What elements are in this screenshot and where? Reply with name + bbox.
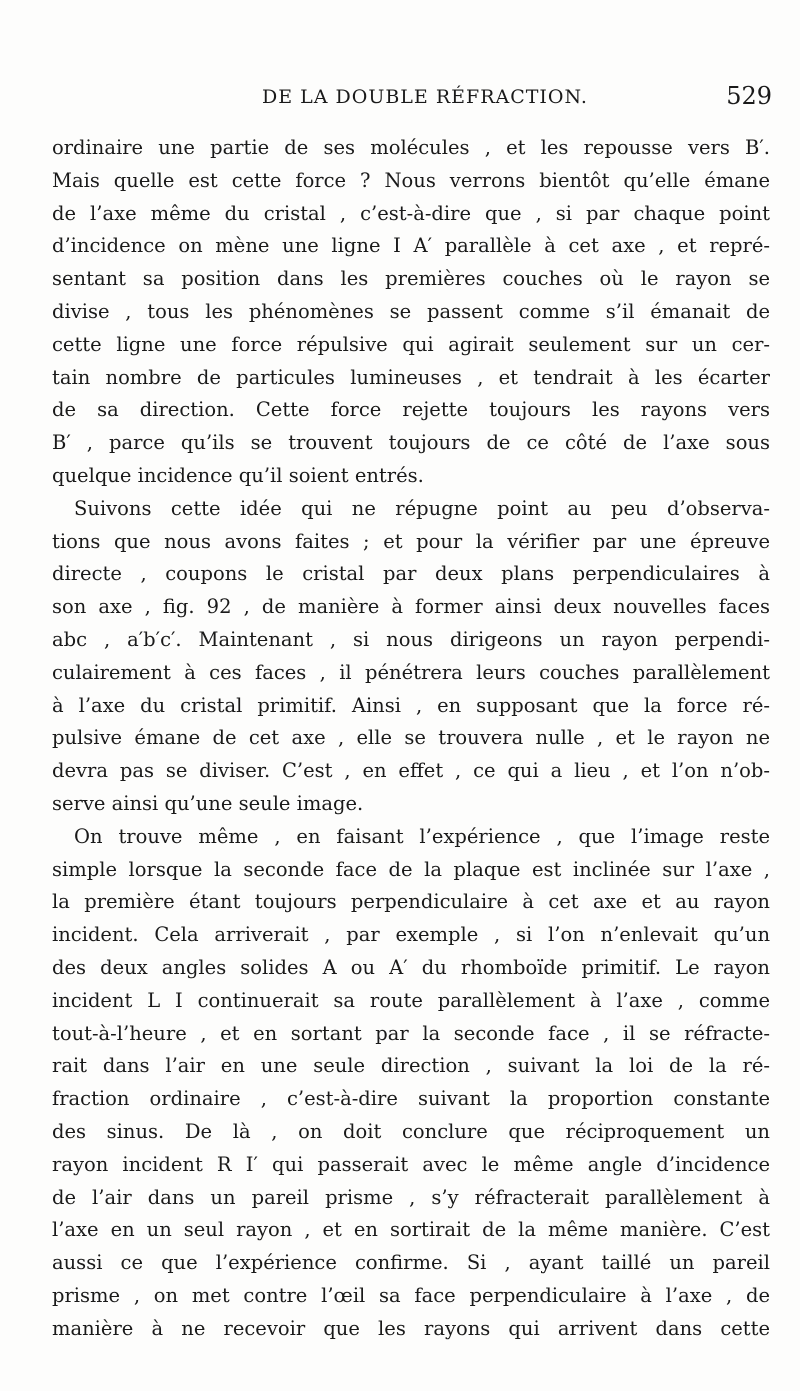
text-line: des sinus. De là , on doit conclure que réciproquement un xyxy=(52,1119,770,1143)
text-line: manière à ne recevoir que les rayons qui arrivent dans cette xyxy=(52,1316,770,1340)
text-line: quelque incidence qu’il soient entrés. xyxy=(52,463,424,487)
text-line: tain nombre de particules lumineuses , et tendrait à les écarter xyxy=(52,365,770,389)
text-line: à l’axe du cristal primitif. Ainsi , en supposant que la force ré- xyxy=(52,693,770,717)
text-line: sentant sa position dans les premières couches où le rayon se xyxy=(52,267,770,291)
paragraph-start-line: Suivons cette idée qui ne répugne point au peu d’observa- xyxy=(74,496,770,520)
text-line: culairement à ces faces , il pénétrera leurs couches parallèlement xyxy=(52,660,770,684)
text-line: devra pas se diviser. C’est , en effet , ce qui a lieu , et l’on n’ob- xyxy=(52,759,770,783)
body-text xyxy=(52,132,770,1345)
text-line: incident. Cela arriverait , par exemple , si l’on n’enlevait qu’un xyxy=(52,923,770,947)
paragraph-start-line: On trouve même , en faisant l’expérience , que l’image reste xyxy=(74,824,770,848)
text-line: l’axe en un seul rayon , et en sortirait de la même manière. C’est xyxy=(52,1218,770,1242)
text-line: divise , tous les phénomènes se passent comme s’il émanait de xyxy=(52,299,770,323)
text-line: de l’axe même du cristal , c’est-à-dire que , si par chaque point xyxy=(52,201,770,225)
text-line: abc , a′b′c′. Maintenant , si nous dirigeons un rayon perpendi- xyxy=(52,627,770,651)
text-line: rait dans l’air en une seule direction , suivant la loi de la ré- xyxy=(52,1054,770,1078)
text-line: Mais quelle est cette force ? Nous verrons bientôt qu’elle émane xyxy=(52,168,770,192)
text-line: rayon incident R I′ qui passerait avec le même angle d’incidence xyxy=(52,1152,770,1176)
text-line: des deux angles solides A ou A′ du rhomboïde primitif. Le rayon xyxy=(52,955,770,979)
text-line: tions que nous avons faites ; et pour la vérifier par une épreuve xyxy=(52,529,770,553)
text-line: la première étant toujours perpendiculaire à cet axe et au rayon xyxy=(52,890,770,914)
text-line: pulsive émane de cet axe , elle se trouvera nulle , et le rayon ne xyxy=(52,726,770,750)
text-line: son axe , fig. 92 , de manière à former ainsi deux nouvelles faces xyxy=(52,595,770,619)
text-line: serve ainsi qu’une seule image. xyxy=(52,791,364,815)
text-line: aussi ce que l’expérience confirme. Si , ayant taillé un pareil xyxy=(52,1251,770,1275)
text-line: de sa direction. Cette force rejette toujours les rayons vers xyxy=(52,398,770,422)
text-line: B′ , parce qu’ils se trouvent toujours de ce côté de l’axe sous xyxy=(52,431,770,455)
text-line: incident L I continuerait sa route parallèlement à l’axe , comme xyxy=(52,988,770,1012)
text-line: simple lorsque la seconde face de la plaque est inclinée sur l’axe , xyxy=(52,857,770,881)
text-line: directe , coupons le cristal par deux plans perpendiculaires à xyxy=(52,562,770,586)
text-line: ordinaire une partie de ses molécules , et les repousse vers B′. xyxy=(52,136,770,159)
running-title: DE LA DOUBLE RÉFRACTION. xyxy=(262,86,588,108)
text-line: d’incidence on mène une ligne I A′ parallèle à cet axe , et repré- xyxy=(52,234,770,258)
text-line: de l’air dans un pareil prisme , s’y réfracterait parallèlement à xyxy=(52,1185,770,1209)
page-number: 529 xyxy=(726,82,772,110)
text-line: prisme , on met contre l’œil sa face perpendiculaire à l’axe , de xyxy=(52,1283,770,1307)
text-line: fraction ordinaire , c’est-à-dire suivant la proportion constante xyxy=(52,1087,770,1111)
text-line: cette ligne une force répulsive qui agirait seulement sur un cer- xyxy=(52,332,770,356)
running-head xyxy=(52,82,772,122)
text-line: tout-à-l’heure , et en sortant par la seconde face , il se réfracte- xyxy=(52,1021,770,1045)
